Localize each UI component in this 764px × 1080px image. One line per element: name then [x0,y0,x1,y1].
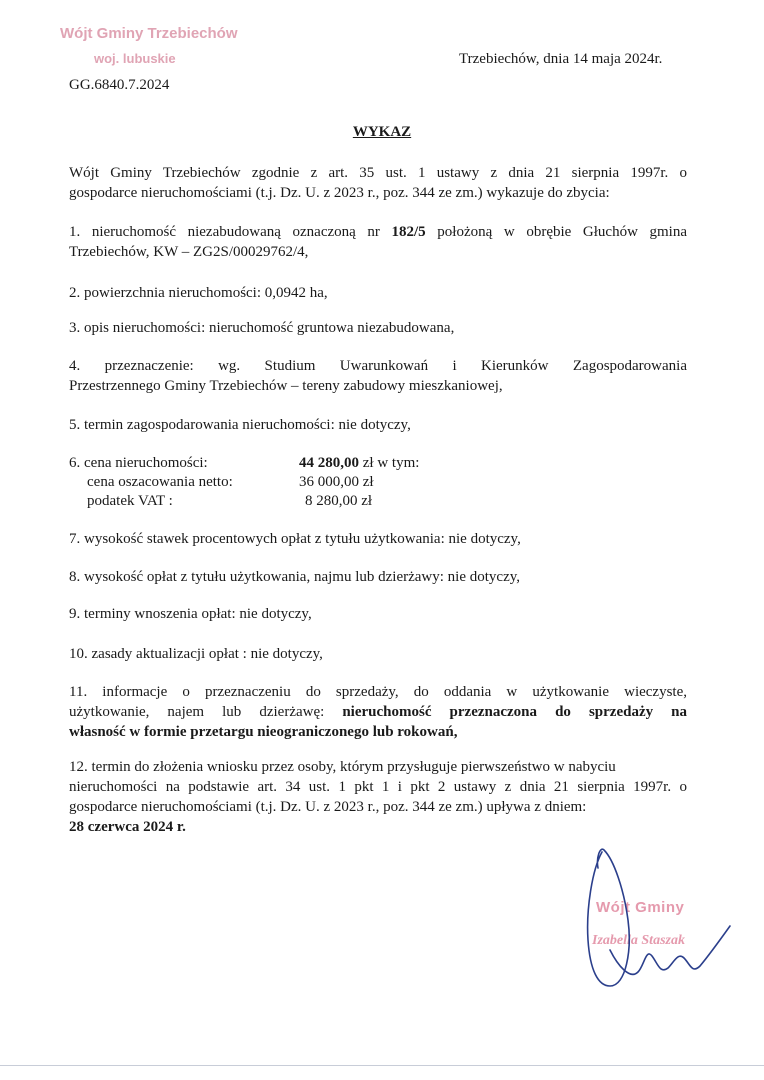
intro-line: gospodarce nieruchomościami (t.j. Dz. U. z 2023 r., poz. 344 ze zm.) wykazuje do zbycia: [69,185,610,201]
intro-paragraph [69,163,687,203]
handwritten-signature [574,840,744,1000]
item-1-line: Trzebiechów, KW – ZG2S/00029762/4, [69,244,309,260]
price-value: 44 280,00 [299,455,359,471]
date-line: Trzebiechów, dnia 14 maja 2024r. [459,51,663,67]
item-10: 10. zasady aktualizacji opłat : nie dotyczy, [69,646,323,662]
price-row [69,453,687,473]
item-1-line: 1. nieruchomość niezabudowaną oznaczoną nr 182/5 położoną w obrębie Głuchów gmina [69,224,688,240]
item-11-line: 11. informacje o przeznaczeniu do sprzedaży, do oddania w użytkowanie wieczyste, [69,684,687,700]
net-price-value: 36 000,00 zł [299,474,374,490]
item-5: 5. termin zagospodarowania nieruchomości: nie dotyczy, [69,417,411,433]
deadline-date: 28 czerwca 2024 r. [69,819,186,835]
net-price-row [69,472,687,492]
document-title: WYKAZ [352,124,412,140]
item-1 [69,222,687,262]
vat-value: 8 280,00 zł [305,493,373,509]
vat-label: podatek VAT : [87,493,173,509]
net-price-label: cena oszacowania netto: [87,474,233,490]
plot-number: 182/5 [391,224,426,240]
item-8: 8. wysokość opłat z tytułu użytkowania, najmu lub dzierżawy: nie dotyczy, [69,569,520,585]
item-12-line: gospodarce nieruchomościami (t.j. Dz. U. z 2023 r., poz. 344 ze zm.) upływa z dniem: [69,799,587,815]
item-4-line: Przestrzennego Gminy Trzebiechów – tereny zabudowy mieszkaniowej, [69,378,503,394]
item-4-line: 4. przeznaczenie: wg. Studium Uwarunkowań i Kierunków Zagospodarowania [69,358,687,374]
office-stamp-name: Wójt Gminy Trzebiechów [60,25,238,42]
item-12-line: 12. termin do złożenia wniosku przez osoby, którym przysługuje pierwszeństwo w nabyciu [69,759,616,775]
item-4 [69,356,687,396]
price-label: 6. cena nieruchomości: [69,455,208,471]
intro-line: Wójt Gminy Trzebiechów zgodnie z art. 35 ust. 1 ustawy z dnia 21 sierpnia 1997r. o [69,165,687,181]
item-2: 2. powierzchnia nieruchomości: 0,0942 ha, [69,285,328,301]
vat-row [69,491,687,511]
signature-stamp-name: Izabella Staszak [592,933,685,948]
item-7: 7. wysokość stawek procentowych opłat z tytułu użytkowania: nie dotyczy, [69,531,521,547]
item-11-line: własność w formie przetargu nieograniczonego lub rokowań, [69,724,458,740]
case-number: GG.6840.7.2024 [69,77,170,93]
signature-stamp-role: Wójt Gminy [596,899,685,916]
item-12-line: nieruchomości na podstawie art. 34 ust. 1 pkt 1 i pkt 2 ustawy z dnia 21 sierpnia 1997r. o [69,779,687,795]
price-suffix: zł w tym: [359,455,420,471]
item-12 [69,757,687,837]
item-3: 3. opis nieruchomości: nieruchomość gruntowa niezabudowana, [69,320,455,336]
footer-divider [0,1065,764,1066]
item-11-line: użytkowanie, najem lub dzierżawę: nieruchomość przeznaczona do sprzedaży na [69,704,687,720]
item-11 [69,682,687,742]
office-stamp-region: woj. lubuskie [94,51,176,66]
item-9: 9. terminy wnoszenia opłat: nie dotyczy, [69,606,312,622]
